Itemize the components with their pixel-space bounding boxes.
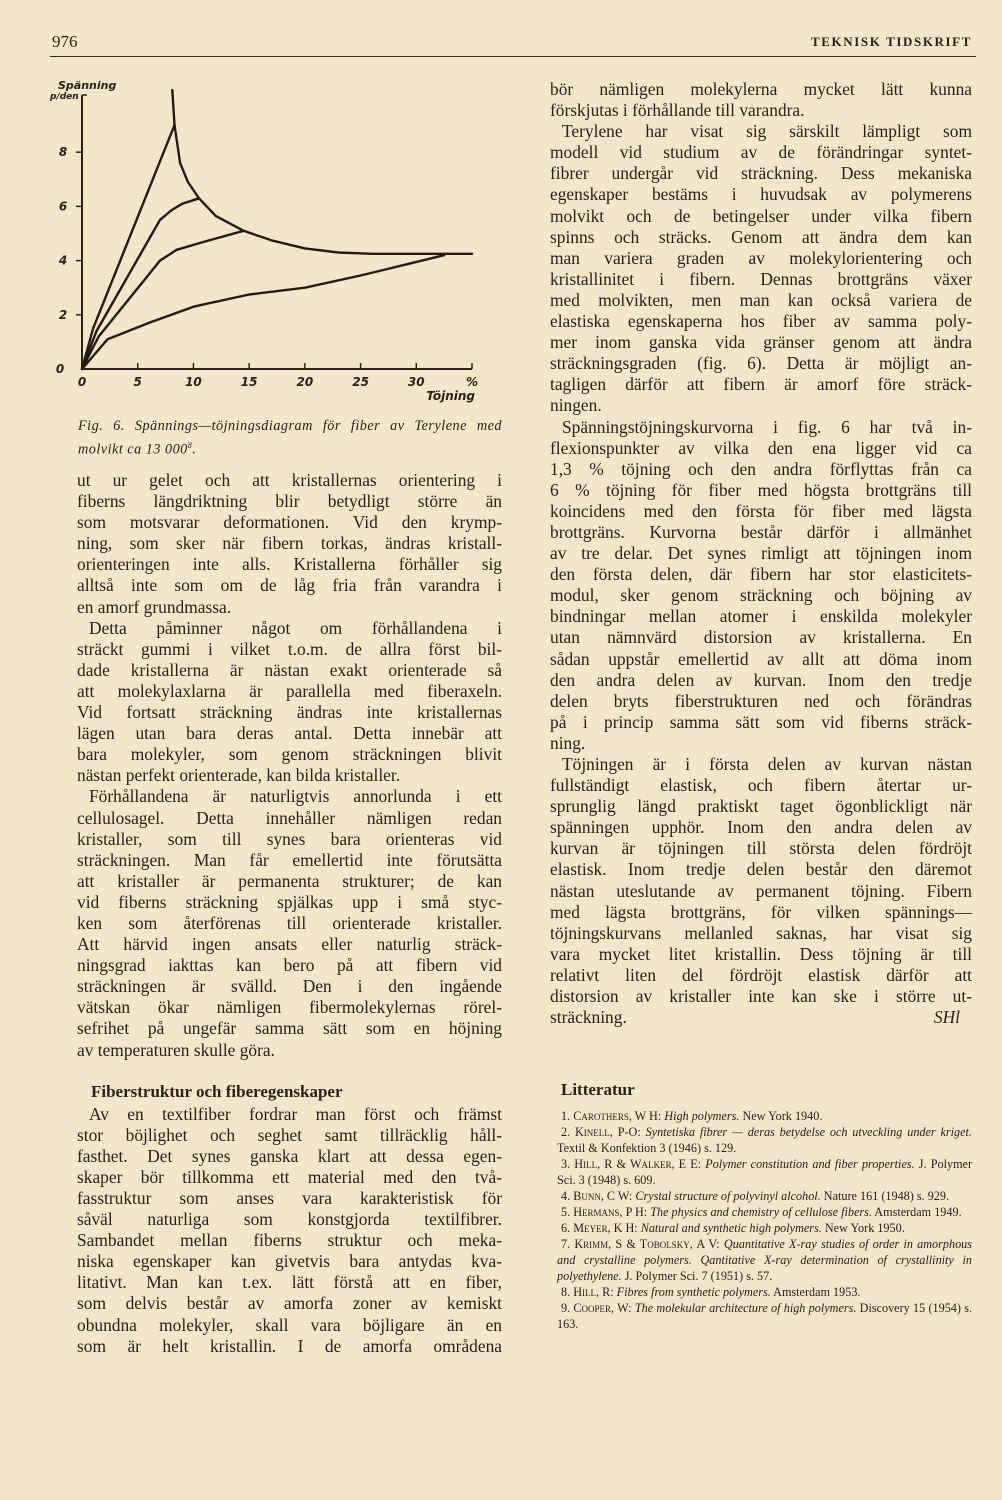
entry-source: Nature 161 (1948) s. 929. <box>823 1189 950 1203</box>
text-line: att kristaller är permanenta strukturer; de kan <box>77 870 502 891</box>
entry-number: 7. <box>561 1237 571 1251</box>
text-line: 1,3 % töjning och den andra förflyttas från ca <box>550 458 972 479</box>
text-line: niska egenskaper kan givetvis bara antydas kva- <box>77 1251 502 1272</box>
text-line: Terylene har visat sig särskilt lämpligt som <box>562 121 972 142</box>
entry-author: Hill, R & Walker, E E: <box>574 1157 702 1171</box>
text-line: ken som återförenas till orienterade kristaller. <box>77 912 502 933</box>
entry-title: Polymer constitution and fiber properties. <box>705 1157 915 1171</box>
literature-entry <box>557 1124 972 1156</box>
literature-section <box>557 1080 972 1332</box>
x-tick-label: 25 <box>352 375 369 389</box>
text-line: tagligen därför att fibern är amorf före sträck- <box>550 374 972 395</box>
text-line: fullständigt elastisk, och fibern återtar ur- <box>550 775 972 796</box>
literature-entry <box>557 1284 972 1300</box>
y-tick-label: 0 <box>55 362 65 376</box>
text-line: obundna molekyler, skall vara böjligare än en <box>77 1314 502 1335</box>
entry-author: Hill, R: <box>573 1285 614 1299</box>
figure-caption: Fig. 6. Spännings—töjningsdiagram för fiber av Terylene med molvikt ca 13 $000^8$. <box>78 418 502 458</box>
text-line: Töjningen är i första delen av kurvan nästan <box>562 754 972 774</box>
left-column <box>77 470 502 1357</box>
series-envelope <box>172 90 472 254</box>
text-line: den andra delen av kurvan. Inom den tredje <box>550 669 972 690</box>
text-line: bara molekyler, som genom sträckningen blivit <box>77 744 502 765</box>
text-line: töjningskurvans mellanled saknas, har visat sig <box>550 922 972 943</box>
text-line: man variera graden av molekylorientering och <box>550 247 972 268</box>
text-line: ningen. <box>550 395 602 416</box>
text-line: spinns och sträcks. Genom att ändra dem kan <box>550 226 972 247</box>
caption-ref: 8 <box>187 441 193 450</box>
text-line: nästan perfekt orienterade, kan bilda kristaller. <box>77 765 401 786</box>
entry-source: New York 1950. <box>824 1221 905 1235</box>
text-line: modul, sker genom sträckning och böjning av <box>550 585 972 606</box>
text-line: Spänningstöjningskurvorna i fig. 6 har två in- <box>562 416 972 437</box>
entry-number: 3. <box>561 1157 571 1171</box>
text-line: Förhållandena är naturligtvis annorlunda i ett <box>89 786 502 807</box>
entry-author: Meyer, K H: <box>573 1221 638 1235</box>
text-line: ut ur gelet och att kristallernas orientering i <box>77 470 502 490</box>
text-line: sträckningen. Man får emellertid inte förutsätta <box>77 849 502 870</box>
text-line: fasthet. Det synes ganska klart att dessa egen- <box>77 1145 502 1166</box>
text-line: Sambandet mellan fiberns struktur och meka- <box>77 1230 502 1251</box>
journal-title: TEKNISK TIDSKRIFT <box>811 34 972 49</box>
text-line: cellulosagel. Detta innehåller nämligen redan <box>77 807 502 828</box>
text-line: av temperaturen skulle göra. <box>77 1039 275 1060</box>
entry-number: 5. <box>561 1205 571 1219</box>
x-tick-label: 10 <box>185 375 202 389</box>
text-line: Vid fortsatt sträckning ändras inte kristallernas <box>77 702 502 723</box>
literature-entry <box>557 1108 972 1124</box>
text-line: sträckt gummi i vilket t.o.m. de allra först bil- <box>77 638 502 659</box>
text-line: kurvan är töjningen till största delen fördröjt <box>550 838 972 859</box>
literature-entry <box>557 1300 972 1332</box>
text-line: vid fiberns sträckning spjälkas upp i små styc- <box>77 891 502 912</box>
text-line: 6 % töjning för fiber med högsta brottgräns till <box>550 479 972 500</box>
entry-title: Fibres from synthetic polymers. <box>616 1285 771 1299</box>
literature-list <box>557 1108 972 1332</box>
entry-source: J. Polymer Sci. 7 (1951) s. 57. <box>624 1269 773 1283</box>
paragraph <box>550 754 972 1028</box>
text-line: en amorf grundmassa. <box>77 596 232 617</box>
paragraph <box>77 618 502 787</box>
x-tick-label: 5 <box>133 375 142 389</box>
entry-number: 9. <box>561 1301 571 1315</box>
text-line: relativt liten del fördröjt elastisk därför att <box>550 964 972 985</box>
text-line: såväl naturliga som konstgjorda textilfibrer. <box>77 1209 502 1230</box>
y-axis-unit: p/den <box>50 92 79 102</box>
paragraph <box>550 417 972 755</box>
text-line: koincidens med den första för fiber med lägsta <box>550 500 972 521</box>
right-column <box>550 79 972 1028</box>
text-line: brottgräns. Kurvorna består därför i allmänhet <box>550 521 972 542</box>
text-line: på i princip samma sätt som vid fiberns sträck- <box>550 711 972 732</box>
text-line: vara mycket litet kristallin. Dess töjning är till <box>550 943 972 964</box>
literature-entry <box>557 1156 972 1188</box>
entry-author: Hermans, P H: <box>573 1205 648 1219</box>
y-tick-label: 4 <box>58 253 68 268</box>
text-line: fiberns längdriktning blir betydligt större än <box>77 491 502 512</box>
text-line: litativt. Man kan t.ex. lätt förstå att en fiber, <box>77 1272 502 1293</box>
entry-author: Cooper, W: <box>573 1301 632 1315</box>
text-line: förskjutas i förhållande till varandra. <box>550 100 805 121</box>
text-line: sprunglig längd praktiskt taget ögonblickligt när <box>550 796 972 817</box>
text-line: elastiska egenskaperna hos fiber av samma poly- <box>550 311 972 332</box>
entry-number: 6. <box>561 1221 571 1235</box>
entry-source: J. Polymer Sci. 3 (1948) s. 609. <box>557 1157 973 1187</box>
text-line: egenskaper bestäms i huvudsak av polymerens <box>550 184 972 205</box>
text-line: molvikt och de betingelser under vilka fibern <box>550 205 972 226</box>
text-line: bör nämligen molekylerna mycket lätt kunna <box>550 79 972 99</box>
text-line: stor böjlighet och seghet samt tillräcklig håll- <box>77 1124 502 1145</box>
text-line: nästan uteslutande av permanent töjning. Fibern <box>550 880 972 901</box>
text-line: den första delen, där fibern har stor elasticitets- <box>550 564 972 585</box>
series-curve-4 <box>82 255 444 369</box>
text-line: som motsvarar deformationen. Vid den krymp- <box>77 512 502 533</box>
text-line: dade kristallerna är nästan exakt orienterade så <box>77 659 502 680</box>
text-line: skaper bör tillkomma ett material med den två- <box>77 1166 502 1187</box>
text-line: utan nämnvärd distorsion av kristallerna. En <box>550 627 972 648</box>
text-line: lägen utan bara deras antal. Detta innebär att <box>77 723 502 744</box>
y-axis-title: Spänning <box>58 79 117 92</box>
entry-number: 4. <box>561 1189 571 1203</box>
paragraph <box>77 1104 502 1357</box>
x-tick-label: 0 <box>77 375 87 389</box>
text-line: med molvikten, men man kan också variera de <box>550 289 972 310</box>
text-line: av tre delar. Det synes rimligt att töjningen inom <box>550 543 972 564</box>
entry-source: Textil & Konfektion 3 (1946) s. 129. <box>557 1141 737 1155</box>
text-line: sträckningsgraden (fig. 6). Detta är möjligt an- <box>550 353 972 374</box>
text-line: Av en textilfiber fordrar man först och främst <box>89 1103 502 1124</box>
entry-title: Natural and synthetic high polymers. <box>640 1221 822 1235</box>
text-line: mer inom ganska vida gränser genom att ändra <box>550 332 972 353</box>
text-line: ning. <box>550 732 586 753</box>
entry-title: High polymers. <box>664 1109 740 1123</box>
text-line: att molekylaxlarna är parallella med fiberaxeln. <box>77 680 502 701</box>
entry-title: The physics and chemistry of cellulose fibers. <box>650 1205 872 1219</box>
literature-entry <box>557 1188 972 1204</box>
entry-title: The molekular architecture of high polymers. <box>634 1301 857 1315</box>
literature-entry <box>557 1220 972 1236</box>
text-line: fasstruktur som anses vara karakteristisk för <box>77 1188 502 1208</box>
paragraph <box>550 79 972 121</box>
text-line: som är helt kristallin. I de amorfa områdena <box>77 1335 502 1356</box>
entry-title: Syntetiska fibrer — deras betydelse och utveckling under kriget. <box>645 1125 972 1139</box>
text-line: alltså inte som om de låg fria från varandra i <box>77 575 502 596</box>
text-line: Att härvid ingen ansats eller naturlig sträck- <box>77 934 502 955</box>
entry-author: Bunn, C W: <box>573 1189 633 1203</box>
x-axis-title: Töjning <box>426 389 475 403</box>
entry-number: 1. <box>561 1109 571 1123</box>
text-line: distorsion av kristaller inte kan ske i större ut- <box>550 986 972 1007</box>
literature-entry <box>557 1204 972 1220</box>
section-heading: Fiberstruktur och fiberegenskaper <box>91 1081 343 1101</box>
stress-strain-chart <box>50 70 520 415</box>
entry-source: New York 1940. <box>742 1109 823 1123</box>
text-line: Detta påminner något om förhållandena i <box>89 617 502 638</box>
entry-author: Krimm, S & Tobolsky, A V: <box>574 1237 720 1251</box>
page-number: 976 <box>52 32 78 51</box>
text-line: sträckningen är svälld. Den i den ingående <box>77 976 502 997</box>
literature-heading: Litteratur <box>561 1080 635 1099</box>
x-tick-label: 30 <box>407 375 425 389</box>
text-line: bindningar mellan atomer i enskilda molekyler <box>550 606 972 627</box>
text-line: med lägsta brottgräns, för vilken spännings— <box>550 901 972 922</box>
text-line: kristallinitet i fibern. Dennas brottgräns växer <box>550 268 972 289</box>
paragraph <box>77 786 502 1060</box>
entry-title: Quantitative X-ray studies of order in amorphous and crystalline polymers. Qantitative X-ray determination of crystallinity in polyethylene. <box>557 1237 973 1283</box>
text-line: flexionspunkter av vilka den ena ligger vid ca <box>550 437 972 458</box>
text-line: sådan uppstår emellertid av allt att döma inom <box>550 648 972 669</box>
text-line: sefrihet på ungefär samma sätt som en höjning <box>77 1018 502 1039</box>
text-line: som delvis består av amorfa zoner av kemiskt <box>77 1293 502 1314</box>
x-unit-label: % <box>465 375 479 389</box>
caption-text: Fig. 6. Spännings—töjningsdiagram för fiber av Terylene med molvikt ca 13 000 <box>78 418 502 458</box>
text-line: fibrer undergår vid sträckning. Dess mekaniska <box>550 163 972 184</box>
text-line: elastisk. Inom tredje delen består den däremot <box>550 859 972 880</box>
text-line: sträckning. <box>550 1007 627 1028</box>
signature: SHl <box>933 1007 960 1028</box>
entry-source: Discovery 15 (1954) s. 163. <box>557 1301 973 1331</box>
x-tick-label: 15 <box>240 375 258 389</box>
entry-author: Carothers, W H: <box>573 1109 662 1123</box>
paragraph <box>77 470 502 618</box>
text-line: kristaller, som till synes bara orienteras vid <box>77 828 502 849</box>
text-line: ningsgrad iakttas kan bero på att fibern vid <box>77 955 502 976</box>
text-line: spänningen upphör. Inom den andra delen av <box>550 817 972 838</box>
entry-number: 8. <box>561 1285 571 1299</box>
text-line: vätskan ökar nämligen fibermolekylernas rörel- <box>77 997 502 1018</box>
y-tick-label: 8 <box>58 145 68 160</box>
x-tick-label: 20 <box>296 375 314 389</box>
entry-author: Kinell, P-O: <box>575 1125 641 1139</box>
text-line: delen bryts fiberstrukturen ned och förändras <box>550 690 972 711</box>
entry-source: Amsterdam 1953. <box>773 1285 861 1299</box>
y-tick-label: 6 <box>58 199 68 214</box>
literature-entry <box>557 1236 972 1284</box>
entry-source: Amsterdam 1949. <box>874 1205 962 1219</box>
y-tick-label: 2 <box>58 307 68 322</box>
header-rule <box>50 56 976 57</box>
text-line: ning, som sker när fibern torkas, ändras kristall- <box>77 533 502 554</box>
paragraph <box>550 121 972 416</box>
text-line: modell vid studium av de förändringar syntet- <box>550 142 972 163</box>
text-line: orienteringen inte alls. Kristallerna förhåller sig <box>77 554 502 575</box>
entry-number: 2. <box>561 1125 571 1139</box>
entry-title: Crystal structure of polyvinyl alcohol. <box>635 1189 821 1203</box>
